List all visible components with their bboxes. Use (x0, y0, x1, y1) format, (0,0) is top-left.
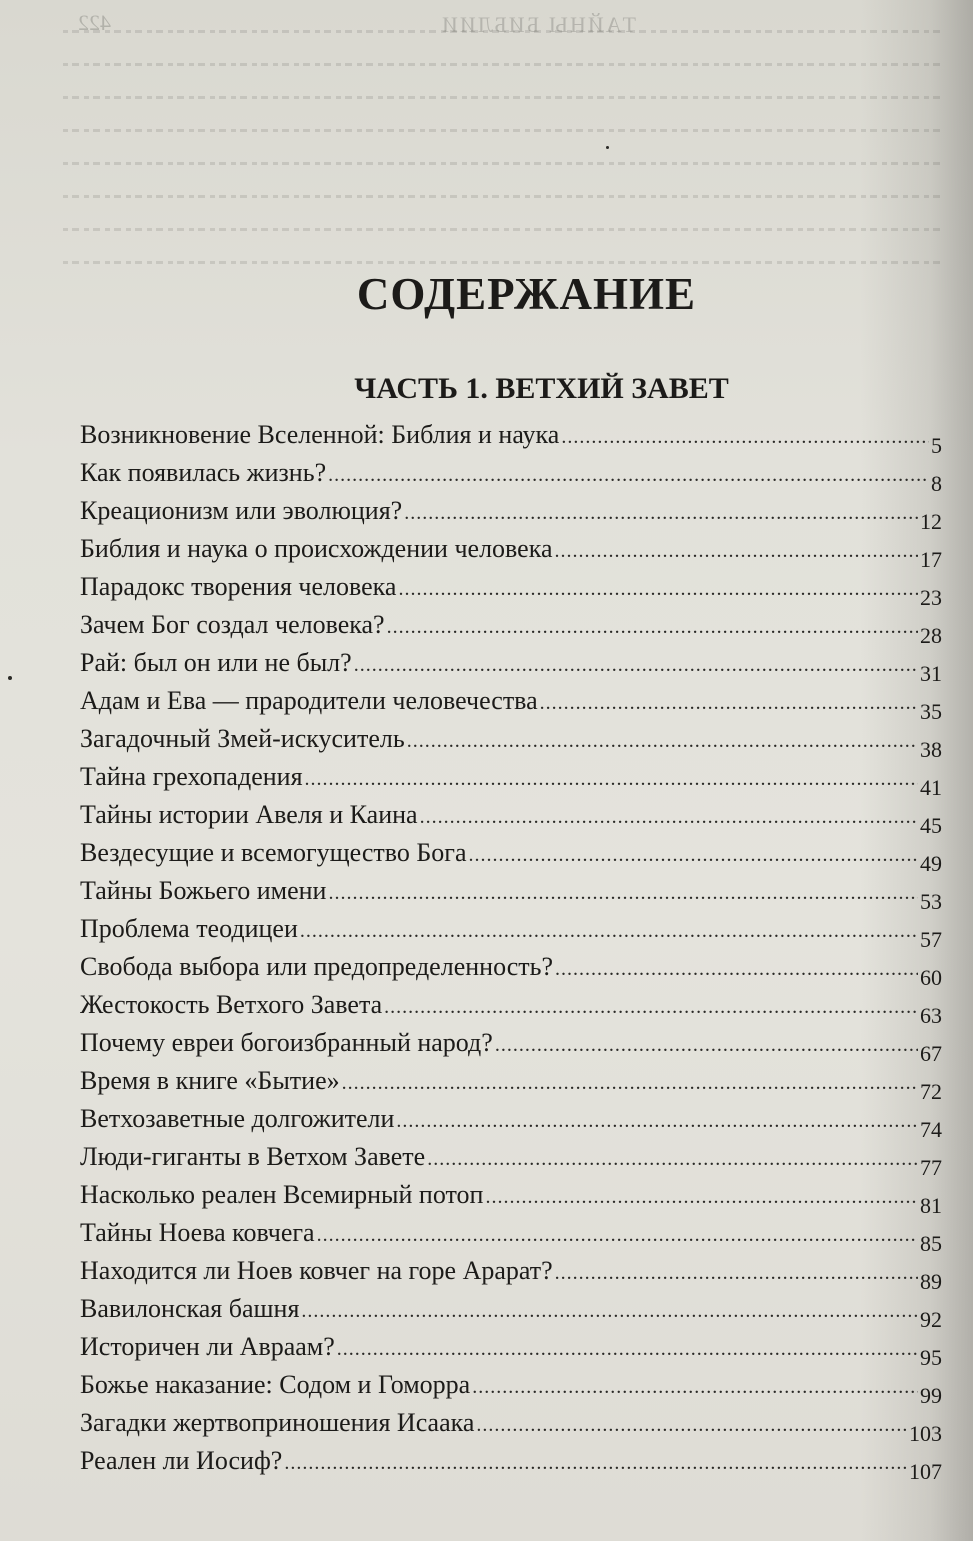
toc-leader-dots (407, 724, 918, 754)
part-heading: ЧАСТЬ 1. ВЕТХИЙ ЗАВЕТ (354, 372, 729, 405)
toc-entry-page-number: 89 (920, 1269, 942, 1294)
toc-entry-page-number: 74 (920, 1117, 942, 1142)
toc-entry (80, 914, 942, 952)
toc-entry-title: Реален ли Иосиф? (80, 1446, 283, 1475)
toc-entry-page-number: 53 (920, 889, 942, 914)
toc-entry-page-number: 77 (920, 1155, 942, 1180)
toc-entry (80, 1332, 942, 1370)
toc-entry (80, 762, 942, 800)
toc-entry-title: Жестокость Ветхого Завета (80, 990, 383, 1019)
toc-leader-dots (561, 420, 929, 450)
toc-leader-dots (284, 1446, 907, 1476)
toc-entry-title: Тайна грехопадения (80, 762, 303, 791)
toc-entry-title: Вездесущие и всемогущество Бога (80, 838, 467, 867)
toc-leader-dots (387, 610, 918, 640)
toc-entry (80, 1294, 942, 1332)
toc-entry (80, 648, 942, 686)
toc-entry-title: Тайны Божьего имени (80, 876, 327, 905)
toc-entry (80, 876, 942, 914)
toc-entry-title: Парадокс творения человека (80, 572, 397, 601)
toc-entry-title: Библия и наука о происхождении человека (80, 534, 553, 563)
toc-leader-dots (555, 1256, 918, 1286)
toc-entry-page-number: 60 (920, 965, 942, 990)
toc-entry-title: Время в книге «Бытие» (80, 1066, 340, 1095)
toc-leader-dots (555, 534, 919, 564)
bleed-line (60, 228, 940, 231)
toc-entry-title: Люди-гиганты в Ветхом Завете (80, 1142, 426, 1171)
toc-leader-dots (384, 990, 918, 1020)
toc-leader-dots (301, 1294, 918, 1324)
toc-entry (80, 800, 942, 838)
toc-entry (80, 952, 942, 990)
toc-entry-title: Историчен ли Авраам? (80, 1332, 335, 1361)
toc-entry (80, 458, 942, 496)
toc-entry (80, 1180, 942, 1218)
toc-leader-dots (317, 1218, 918, 1248)
toc-entry-title: Как появилась жизнь? (80, 458, 327, 487)
toc-entry-title: Адам и Ева — прародители человечества (80, 686, 538, 715)
toc-entry-title: Находится ли Ноев ковчег на горе Арарат? (80, 1256, 553, 1285)
bleed-line (60, 96, 940, 99)
toc-leader-dots (337, 1332, 918, 1362)
toc-entry (80, 496, 942, 534)
toc-entry-title: Креационизм или эволюция? (80, 496, 403, 525)
toc-leader-dots (540, 686, 918, 716)
toc-entry-page-number: 107 (909, 1459, 942, 1484)
toc-leader-dots (495, 1028, 918, 1058)
toc-entry-page-number: 28 (920, 623, 942, 648)
toc-leader-dots (420, 800, 918, 830)
toc-entry (80, 572, 942, 610)
toc-entry (80, 420, 942, 458)
bleed-through-running-head: ТАЙНЫ БИБЛИИ (440, 12, 636, 37)
print-speck (8, 676, 12, 680)
toc-leader-dots (305, 762, 918, 792)
toc-entry-page-number: 23 (920, 585, 942, 610)
toc-entry (80, 724, 942, 762)
toc-entry-page-number: 67 (920, 1041, 942, 1066)
toc-entry (80, 686, 942, 724)
toc-leader-dots (472, 1370, 918, 1400)
toc-leader-dots (485, 1180, 918, 1210)
toc-entry-page-number: 17 (920, 547, 942, 572)
toc-entry-page-number: 49 (920, 851, 942, 876)
toc-entry (80, 1218, 942, 1256)
toc-entry-title: Тайны Ноева ковчега (80, 1218, 315, 1247)
toc-entry-title: Насколько реален Всемирный потоп (80, 1180, 484, 1209)
toc-leader-dots (476, 1408, 907, 1438)
toc-leader-dots (342, 1066, 918, 1096)
toc-leader-dots (398, 572, 918, 602)
toc-entry-page-number: 85 (920, 1231, 942, 1256)
toc-entry-page-number: 31 (920, 661, 942, 686)
toc-entry-page-number: 103 (909, 1421, 942, 1446)
toc-entry-page-number: 35 (920, 699, 942, 724)
toc-entry (80, 1028, 942, 1066)
toc-leader-dots (354, 648, 918, 678)
toc-entry-title: Вавилонская башня (80, 1294, 300, 1323)
toc-entry-page-number: 95 (920, 1345, 942, 1370)
toc-entry-title: Ветхозаветные долгожители (80, 1104, 395, 1133)
toc-entry-title: Почему евреи богоизбранный народ? (80, 1028, 493, 1057)
bleed-line (60, 261, 940, 264)
toc-entry (80, 1104, 942, 1142)
toc-leader-dots (396, 1104, 918, 1134)
toc-entry-page-number: 38 (920, 737, 942, 762)
print-speck (606, 146, 609, 149)
toc-leader-dots (555, 952, 918, 982)
toc-entry-page-number: 12 (920, 509, 942, 534)
toc-entry-title: Тайны истории Авеля и Каина (80, 800, 418, 829)
toc-leader-dots (404, 496, 918, 526)
toc-leader-dots (328, 458, 929, 488)
toc-leader-dots (468, 838, 918, 868)
toc-entry (80, 1066, 942, 1104)
toc-entry (80, 1446, 942, 1484)
toc-entry (80, 534, 942, 572)
bleed-through-page-number: 422 (78, 10, 111, 35)
toc-entry-title: Рай: был он или не был? (80, 648, 352, 677)
toc-entry-page-number: 92 (920, 1307, 942, 1332)
bleed-line (60, 195, 940, 198)
toc-entry (80, 838, 942, 876)
toc-entry (80, 990, 942, 1028)
toc-entry-title: Возникновение Вселенной: Библия и наука (80, 420, 560, 449)
toc-leader-dots (427, 1142, 918, 1172)
toc-entry-title: Загадочный Змей-искуситель (80, 724, 405, 753)
bleed-line (60, 129, 940, 132)
toc-entry-page-number: 8 (931, 471, 942, 496)
bleed-line (60, 63, 940, 66)
toc-entry (80, 1408, 942, 1446)
toc-entry (80, 610, 942, 648)
toc-entry-title: Божье наказание: Содом и Гоморра (80, 1370, 471, 1399)
toc-entry-page-number: 99 (920, 1383, 942, 1408)
toc-entry-page-number: 57 (920, 927, 942, 952)
toc-entry-page-number: 72 (920, 1079, 942, 1104)
page-title: СОДЕРЖАНИЕ (356, 269, 697, 319)
toc-entry (80, 1142, 942, 1180)
toc-leader-dots (328, 876, 918, 906)
toc-entry-page-number: 41 (920, 775, 942, 800)
toc-entry-page-number: 45 (920, 813, 942, 838)
toc-entry (80, 1370, 942, 1408)
toc-entry (80, 1256, 942, 1294)
bleed-line (60, 162, 940, 165)
toc-entry-title: Свобода выбора или предопределенность? (80, 952, 554, 981)
toc-entry-page-number: 63 (920, 1003, 942, 1028)
toc-entry-title: Проблема теодицеи (80, 914, 298, 943)
table-of-contents (80, 420, 942, 1484)
toc-entry-title: Загадки жертвоприношения Исаака (80, 1408, 475, 1437)
toc-leader-dots (300, 914, 918, 944)
toc-entry-page-number: 81 (920, 1193, 942, 1218)
toc-entry-page-number: 5 (931, 433, 942, 458)
toc-entry-title: Зачем Бог создал человека? (80, 610, 385, 639)
